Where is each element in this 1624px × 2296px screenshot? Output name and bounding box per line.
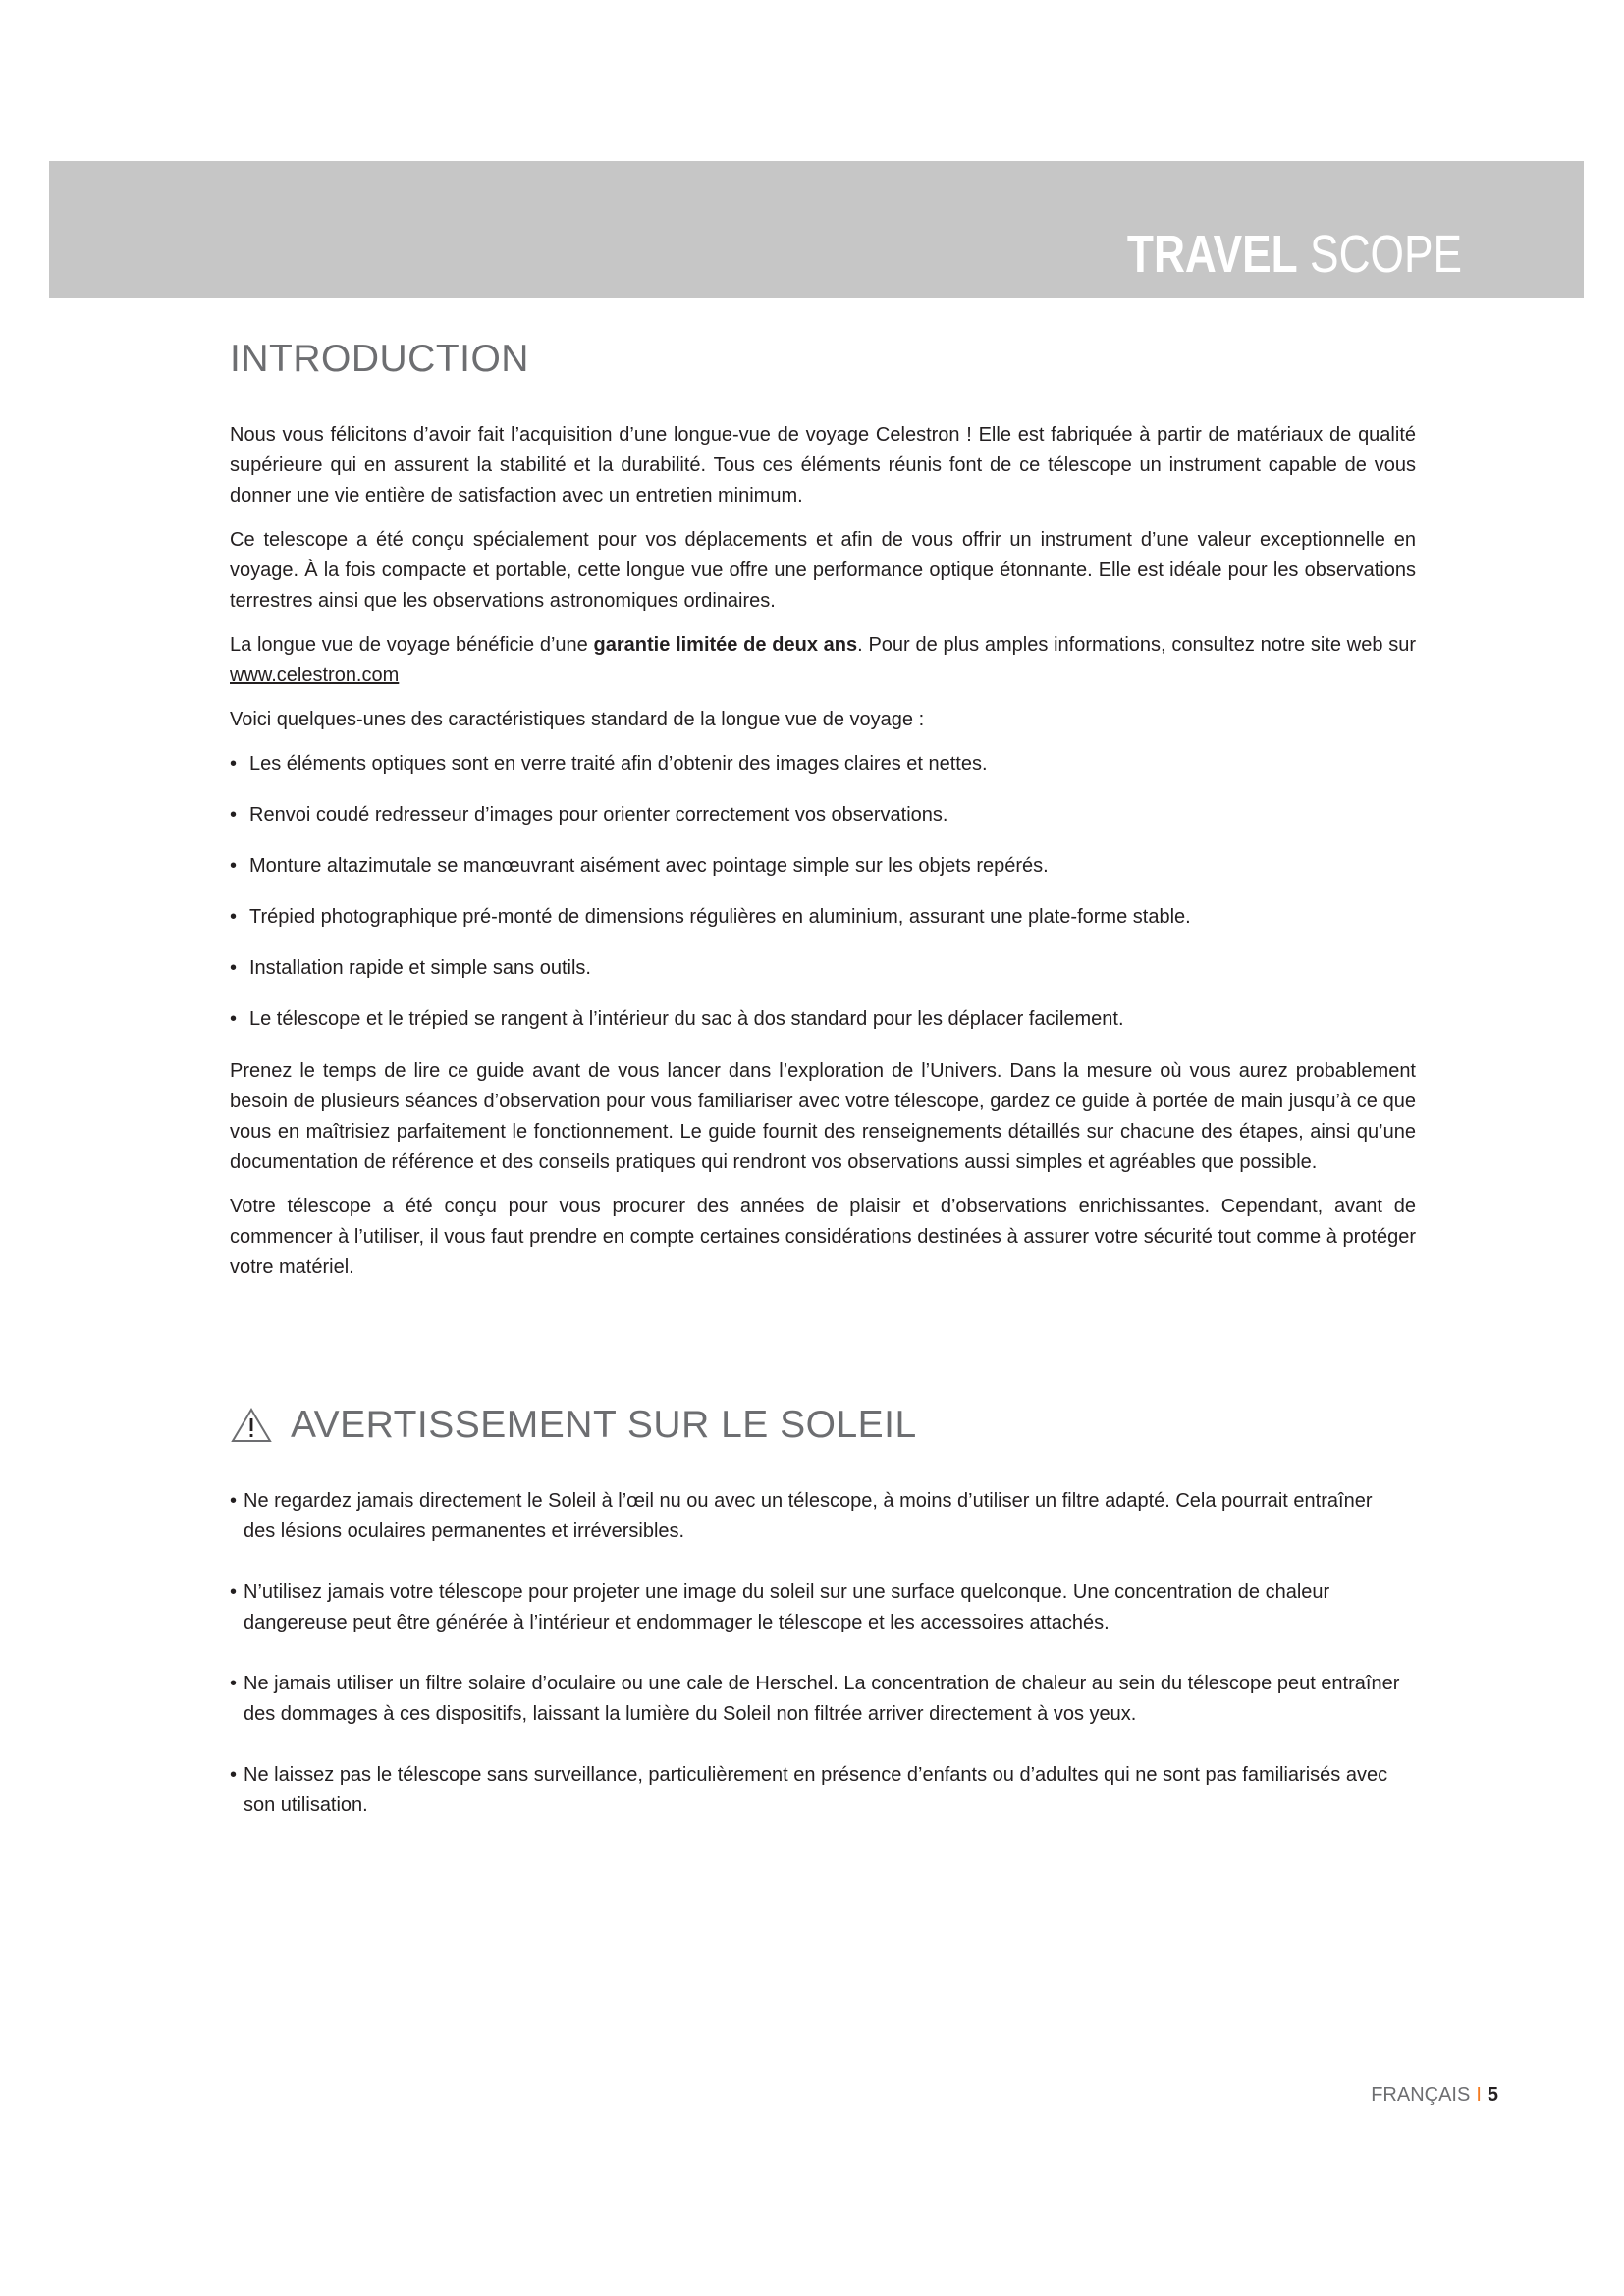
footer-separator: I [1476, 2084, 1482, 2106]
warning-triangle-icon [230, 1407, 273, 1444]
intro-paragraph-2: Ce telescope a été conçu spécialement pour vos déplacements et afin de vous offrir un instrument d’une valeur exceptionnelle en voyage. À la fois compacte et portable, cette longue vue offre une performance optique étonnante. Elle est idéale pour les observations terrestres ainsi que les observations astronomiques ordinaires. [230, 529, 1416, 612]
celestron-link[interactable]: www.celestron.com [230, 665, 400, 686]
warranty-bold: garantie limitée de deux ans [593, 634, 858, 656]
warning-item: • N’utilisez jamais votre télescope pour projeter une image du soleil sur une surface quelconque. Une concentration de chaleur dangereuse peut être générée à l’intérieur et endommager le télescope et les accessoires attachés. [230, 1577, 1402, 1638]
footer-language: FRANÇAIS [1371, 2084, 1471, 2106]
feature-item: • Installation rapide et simple sans outils. [230, 953, 1416, 984]
introduction-section [230, 332, 1416, 1297]
warning-item: • Ne jamais utiliser un filtre solaire d’oculaire ou une cale de Herschel. La concentration de chaleur au sein du télescope peut entraîner des dommages à ces dispositifs, laissant la lumière du Soleil non filtrée arriver directement à vos yeux. [230, 1669, 1402, 1730]
intro-paragraph-3 [230, 630, 1416, 691]
intro-paragraph-4: Voici quelques-unes des caractéristiques standard de la longue vue de voyage : [230, 709, 925, 730]
features-list [230, 749, 1416, 1035]
sun-warning-heading: AVERTISSEMENT SUR LE SOLEIL [291, 1404, 917, 1446]
warning-item: • Ne laissez pas le télescope sans surveillance, particulièrement en présence d’enfants ou d’adultes qui ne sont pas familiarisés avec son utilisation. [230, 1760, 1402, 1821]
feature-item: • Le télescope et le trépied se rangent à l’intérieur du sac à dos standard pour les déplacer facilement. [230, 1004, 1416, 1035]
feature-item: • Les éléments optiques sont en verre traité afin d’obtenir des images claires et nettes. [230, 749, 1416, 779]
page-footer [1371, 2081, 1498, 2109]
warning-item: • Ne regardez jamais directement le Soleil à l’œil nu ou avec un télescope, à moins d’utiliser un filtre adapté. Cela pourrait entraîner des lésions oculaires permanentes et irréversibles. [230, 1486, 1402, 1547]
intro-paragraph-6: Votre télescope a été conçu pour vous procurer des années de plaisir et d’observations enrichissantes. Cependant, avant de commencer à l’utiliser, il vous faut prendre en compte certaines considérations destinées à assurer votre sécurité tout comme à protéger votre matériel. [230, 1196, 1416, 1278]
warranty-text-after: . Pour de plus amples informations, consultez notre site web sur [857, 634, 1416, 656]
document-title [1127, 224, 1462, 285]
feature-item: • Monture altazimutale se manœuvrant aisément avec pointage simple sur les objets repérés. [230, 851, 1416, 881]
feature-item: • Trépied photographique pré-monté de dimensions régulières en aluminium, assurant une plate-forme stable. [230, 902, 1416, 933]
sun-warning-list [230, 1486, 1416, 1821]
feature-item: • Renvoi coudé redresseur d’images pour orienter correctement vos observations. [230, 800, 1416, 830]
title-bold: TRAVEL [1126, 225, 1298, 284]
sun-warning-section [230, 1398, 1416, 1851]
intro-paragraph-1: Nous vous félicitons d’avoir fait l’acquisition d’une longue-vue de voyage Celestron ! Elle est fabriquée à partir de matériaux de qualité supérieure qui en assurent la stabilité et la durabilité. Tous ces éléments réunis font de ce télescope un instrument capable de vous donner une vie entière de satisfaction avec un entretien minimum. [230, 424, 1416, 507]
title-light: SCOPE [1309, 225, 1462, 284]
sun-warning-header [230, 1398, 1416, 1453]
page-number: 5 [1487, 2084, 1498, 2106]
warranty-text-before: La longue vue de voyage bénéficie d’une [230, 634, 594, 656]
introduction-heading: INTRODUCTION [230, 338, 529, 380]
intro-paragraph-5: Prenez le temps de lire ce guide avant de vous lancer dans l’exploration de l’Univers. Dans la mesure où vous aurez probablement besoin de plusieurs séances d’observation pour vous familiariser avec votre télescope, gardez ce guide à portée de main jusqu’à ce que vous en maîtrisiez parfaitement le fonctionnement. Le guide fournit des renseignements détaillés sur chacune des étapes, ainsi qu’une documentation de référence et des conseils pratiques qui rendront vos observations aussi simples et agréables que possible. [230, 1060, 1416, 1173]
